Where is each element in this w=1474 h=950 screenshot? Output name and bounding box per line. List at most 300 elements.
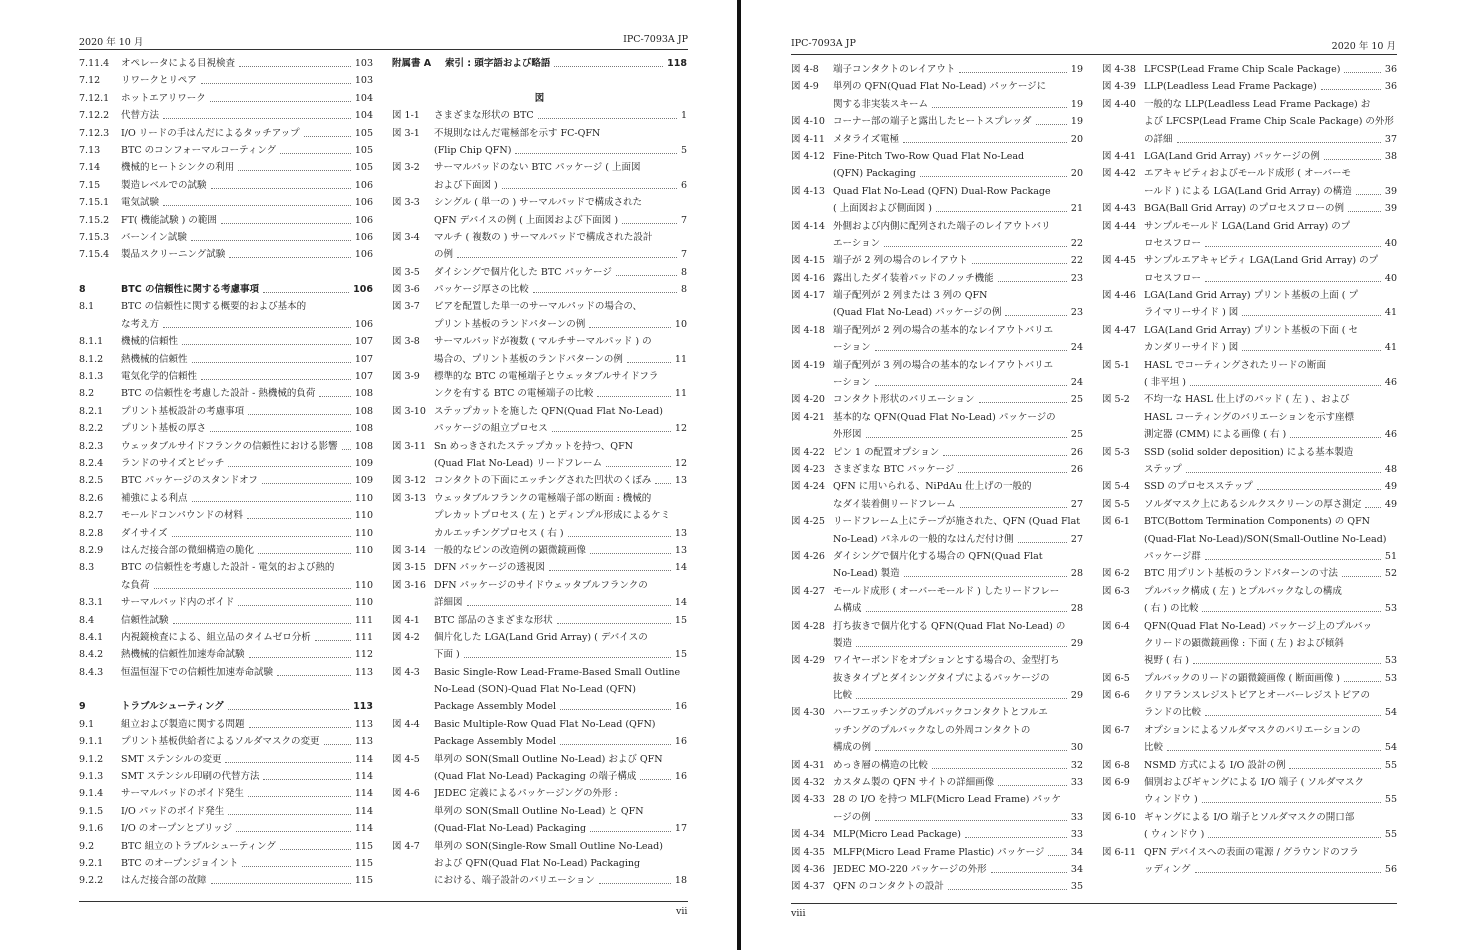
toc-entry[interactable] <box>1102 618 1397 635</box>
entry-title: BTC の信頼性を考慮した設計 - 熱機械的負荷 <box>121 388 316 400</box>
entry-page: 16 <box>674 771 687 783</box>
toc-entry[interactable] <box>392 716 687 733</box>
toc-entry[interactable] <box>392 733 687 750</box>
toc-entry[interactable] <box>1102 374 1397 391</box>
entry-number: 9.1.6 <box>79 823 104 835</box>
entry-title: ( 上面図および側面図 ) <box>833 203 932 215</box>
entry-page: 53 <box>1384 603 1397 615</box>
toc-entry[interactable] <box>392 125 687 142</box>
toc-entry[interactable] <box>1102 78 1397 95</box>
toc-chapter-entry[interactable] <box>79 281 373 298</box>
toc-entry[interactable] <box>791 739 1083 756</box>
toc-entry[interactable] <box>1102 687 1397 704</box>
toc-entry[interactable] <box>1102 339 1397 356</box>
toc-entry[interactable] <box>791 565 1083 582</box>
entry-number: 図 6-7 <box>1102 724 1130 736</box>
entry-page: 34 <box>1070 863 1083 875</box>
entry-page: 7 <box>680 214 687 226</box>
toc-entry[interactable] <box>392 664 687 681</box>
toc-entry[interactable] <box>79 316 373 333</box>
toc-entry[interactable] <box>392 785 687 802</box>
toc-entry[interactable] <box>791 635 1083 652</box>
entry-title: なダイ装着側リードフレーム <box>833 498 956 510</box>
toc-entry[interactable] <box>1102 96 1397 113</box>
toc-entry[interactable] <box>392 838 687 855</box>
entry-number: 図 4-30 <box>791 707 825 719</box>
toc-entry[interactable] <box>79 403 373 420</box>
entry-title: 標準的な BTC の電極端子とウェッタブルサイドフラ <box>434 371 659 383</box>
toc-entry[interactable] <box>392 542 687 559</box>
entry-title: 補強による利点 <box>121 492 188 504</box>
entry-number: 9.2.2 <box>79 875 104 887</box>
toc-entry[interactable] <box>392 298 687 315</box>
header-doc-id: IPC-7093A JP <box>791 38 856 49</box>
toc-entry[interactable] <box>1102 183 1397 200</box>
leader-dots <box>655 483 671 484</box>
entry-title: 組立および製造に関する問題 <box>121 718 245 730</box>
toc-entry[interactable] <box>79 72 373 89</box>
toc-entry[interactable] <box>392 820 687 837</box>
leader-dots <box>1242 350 1381 351</box>
toc-entry[interactable] <box>79 177 373 194</box>
toc-entry[interactable] <box>79 246 373 263</box>
toc-entry[interactable] <box>1102 600 1397 617</box>
toc-entry[interactable] <box>79 333 373 350</box>
toc-entry[interactable] <box>392 629 687 646</box>
toc-entry[interactable] <box>791 618 1083 635</box>
leader-dots <box>1005 315 1067 316</box>
entry-page: 13 <box>674 475 687 487</box>
toc-entry[interactable] <box>1102 235 1397 252</box>
toc-entry[interactable] <box>791 531 1083 548</box>
toc-entry[interactable] <box>791 548 1083 565</box>
toc-entry[interactable] <box>79 490 373 507</box>
toc-entry[interactable] <box>79 785 373 802</box>
leader-dots <box>1205 281 1381 282</box>
toc-entry[interactable] <box>392 646 687 663</box>
toc-entry[interactable] <box>1102 165 1397 182</box>
entry-page: 110 <box>354 544 373 556</box>
toc-entry[interactable] <box>791 183 1083 200</box>
entry-title: 打ち抜きで個片化する QFN(Quad Flat No-Lead) の <box>833 620 1066 632</box>
toc-entry[interactable] <box>1102 548 1397 565</box>
entry-title: 一般的な LLP(Leadless Lead Frame Package) お <box>1144 98 1371 110</box>
toc-entry[interactable] <box>392 281 687 298</box>
leader-dots <box>192 362 351 363</box>
entry-page: 105 <box>354 127 373 139</box>
entry-title: サンプルモールド LGA(Land Grid Array) のプ <box>1144 220 1351 232</box>
toc-entry[interactable] <box>79 438 373 455</box>
entry-title: BTC 用プリント基板のランドパターンの寸法 <box>1144 568 1338 580</box>
entry-title: バーンイン試験 <box>121 231 187 243</box>
toc-entry[interactable] <box>392 177 687 194</box>
toc-entry[interactable] <box>1102 722 1397 739</box>
toc-entry[interactable] <box>392 559 687 576</box>
toc-entry[interactable] <box>79 664 373 681</box>
toc-entry[interactable] <box>79 542 373 559</box>
toc-entry[interactable] <box>1102 861 1397 878</box>
leader-dots <box>201 83 351 84</box>
toc-entry[interactable] <box>79 872 373 889</box>
toc-entry[interactable] <box>791 861 1083 878</box>
toc-entry[interactable] <box>392 751 687 768</box>
entry-number: 8.2.7 <box>79 510 104 522</box>
entry-number: 8.2.9 <box>79 544 104 556</box>
toc-entry[interactable] <box>79 229 373 246</box>
entry-number: 図 1-1 <box>392 110 420 122</box>
toc-entry[interactable] <box>392 385 687 402</box>
toc-entry[interactable] <box>1102 496 1397 513</box>
toc-entry[interactable] <box>392 855 687 872</box>
toc-entry[interactable] <box>1102 531 1397 548</box>
toc-entry[interactable] <box>79 646 373 663</box>
toc-entry[interactable] <box>1102 304 1397 321</box>
toc-entry[interactable] <box>392 107 687 124</box>
toc-entry[interactable] <box>791 61 1083 78</box>
toc-entry[interactable] <box>79 90 373 107</box>
toc-entry[interactable] <box>79 612 373 629</box>
toc-entry[interactable] <box>1102 357 1397 374</box>
toc-entry[interactable] <box>392 212 687 229</box>
entry-number: 図 3-2 <box>392 162 420 174</box>
toc-entry[interactable] <box>79 629 373 646</box>
entry-number: 図 4-43 <box>1102 203 1136 215</box>
toc-entry[interactable] <box>79 559 373 576</box>
toc-entry[interactable] <box>1102 426 1397 443</box>
entry-page: 34 <box>1070 846 1083 858</box>
toc-entry[interactable] <box>791 113 1083 130</box>
toc-entry[interactable] <box>392 612 687 629</box>
toc-entry[interactable] <box>791 339 1083 356</box>
toc-entry[interactable] <box>791 252 1083 269</box>
entry-number: 図 4-1 <box>392 614 420 626</box>
toc-entry[interactable] <box>791 426 1083 443</box>
toc-entry[interactable] <box>392 142 687 159</box>
toc-entry[interactable] <box>79 855 373 872</box>
entry-number: 図 4-33 <box>791 794 825 806</box>
toc-entry[interactable] <box>1102 513 1397 530</box>
toc-entry[interactable] <box>392 194 687 211</box>
toc-entry[interactable] <box>1102 61 1397 78</box>
entry-title: No-Lead) パネルの一般的なはんだ付け側 <box>833 533 1014 545</box>
toc-entry[interactable] <box>791 235 1083 252</box>
entry-number: 図 4-10 <box>791 116 825 128</box>
appendix-entry[interactable]: 附属書 A 索引 : 頭字語および略語 118 <box>392 58 687 69</box>
toc-entry[interactable] <box>1102 704 1397 721</box>
entry-title: 構成の例 <box>833 742 872 754</box>
entry-page: 114 <box>354 805 373 817</box>
toc-entry[interactable] <box>1102 757 1397 774</box>
toc-entry[interactable] <box>791 774 1083 791</box>
toc-entry[interactable] <box>1102 131 1397 148</box>
toc-entry[interactable] <box>392 594 687 611</box>
entry-number: 図 4-22 <box>791 446 825 458</box>
toc-entry[interactable] <box>1102 113 1397 130</box>
toc-entry[interactable] <box>1102 287 1397 304</box>
toc-chapter-entry[interactable] <box>79 698 373 715</box>
leader-dots <box>191 240 351 241</box>
toc-entry[interactable] <box>392 472 687 489</box>
toc-entry[interactable] <box>79 298 373 315</box>
leader-dots <box>249 657 351 658</box>
entry-page: 106 <box>354 214 373 226</box>
toc-entry[interactable] <box>791 148 1083 165</box>
toc-entry[interactable] <box>79 107 373 124</box>
toc-entry[interactable] <box>1102 270 1397 287</box>
toc-entry[interactable] <box>1102 200 1397 217</box>
toc-entry[interactable] <box>791 791 1083 808</box>
toc-entry[interactable] <box>392 368 687 385</box>
toc-entry[interactable] <box>1102 461 1397 478</box>
toc-entry[interactable] <box>791 757 1083 774</box>
toc-entry[interactable] <box>791 670 1083 687</box>
toc-entry[interactable] <box>791 844 1083 861</box>
leader-dots <box>1289 768 1381 769</box>
entry-number: 図 4-41 <box>1102 150 1136 162</box>
entry-page: 115 <box>354 857 373 869</box>
entry-number: 図 4-39 <box>1102 81 1136 93</box>
toc-entry[interactable] <box>791 391 1083 408</box>
entry-page: 19 <box>1070 64 1083 75</box>
toc-entry[interactable] <box>392 159 687 176</box>
toc-entry[interactable] <box>791 704 1083 721</box>
toc-entry[interactable] <box>392 525 687 542</box>
toc-entry[interactable] <box>392 246 687 263</box>
toc-entry[interactable] <box>791 287 1083 304</box>
toc-entry[interactable] <box>791 409 1083 426</box>
entry-title: プリント基板供給者によるソルダマスクの変更 <box>121 736 320 748</box>
toc-entry[interactable] <box>392 577 687 594</box>
toc-entry[interactable] <box>79 159 373 176</box>
toc-entry[interactable] <box>79 525 373 542</box>
toc-entry[interactable] <box>1102 809 1397 826</box>
toc-entry[interactable] <box>791 722 1083 739</box>
toc-entry[interactable] <box>392 316 687 333</box>
toc-entry[interactable] <box>79 142 373 159</box>
toc-entry[interactable] <box>79 125 373 142</box>
toc-entry[interactable] <box>392 351 687 368</box>
toc-entry[interactable] <box>1102 652 1397 669</box>
leader-dots <box>932 107 1067 108</box>
toc-entry[interactable] <box>1102 252 1397 269</box>
toc-entry[interactable] <box>791 809 1083 826</box>
toc-entry[interactable] <box>1102 635 1397 652</box>
entry-page: 104 <box>354 92 373 104</box>
toc-entry[interactable] <box>392 507 687 524</box>
entry-title: パッケージの組立プロセス <box>434 423 548 435</box>
toc-entry[interactable] <box>791 304 1083 321</box>
entry-page: 41 <box>1384 342 1397 354</box>
toc-entry[interactable] <box>1102 826 1397 843</box>
toc-entry[interactable] <box>79 577 373 594</box>
toc-entry[interactable] <box>791 322 1083 339</box>
toc-entry[interactable] <box>791 78 1083 95</box>
toc-entry[interactable] <box>79 716 373 733</box>
toc-entry[interactable] <box>791 496 1083 513</box>
entry-title: BTC の信頼性に関する考慮事項 <box>121 284 260 296</box>
toc-entry[interactable] <box>392 438 687 455</box>
toc-entry[interactable] <box>392 420 687 437</box>
leader-dots <box>960 507 1067 508</box>
entry-page: 20 <box>1070 168 1083 180</box>
toc-entry[interactable] <box>392 229 687 246</box>
entry-page: 107 <box>354 371 373 383</box>
toc-entry[interactable] <box>791 652 1083 669</box>
entry-title: ダイシングで個片化した BTC パッケージ <box>434 266 612 278</box>
entry-title: Basic Single-Row Lead-Frame-Based Small Outline <box>434 666 681 678</box>
leader-dots <box>280 153 351 154</box>
toc-entry[interactable] <box>392 872 687 889</box>
toc-entry[interactable] <box>791 444 1083 461</box>
footer-rule <box>79 901 688 902</box>
entry-title: ワイヤーボンドをオプションとする場合の、金型打ち <box>833 655 1060 667</box>
entry-page: 114 <box>354 823 373 835</box>
toc-entry[interactable] <box>791 513 1083 530</box>
entry-page: 30 <box>1070 742 1083 754</box>
toc-entry[interactable] <box>79 194 373 211</box>
entry-page: 115 <box>354 840 373 852</box>
toc-entry[interactable] <box>1102 148 1397 165</box>
toc-entry[interactable] <box>392 803 687 820</box>
toc-entry[interactable] <box>79 751 373 768</box>
entry-number: 図 3-4 <box>392 231 420 243</box>
toc-entry[interactable] <box>791 165 1083 182</box>
toc-entry[interactable] <box>79 733 373 750</box>
toc-entry[interactable] <box>79 768 373 785</box>
toc-entry[interactable] <box>392 333 687 350</box>
toc-entry[interactable] <box>79 472 373 489</box>
toc-entry[interactable] <box>392 455 687 472</box>
leader-dots <box>1018 542 1067 543</box>
entry-title: パッケージ厚さの比較 <box>434 284 529 296</box>
toc-entry[interactable] <box>791 131 1083 148</box>
entry-title: HASL コーティングのバリエーションを示す座標 <box>1144 411 1354 423</box>
toc-entry[interactable] <box>791 583 1083 600</box>
entry-page: 107 <box>354 336 373 348</box>
toc-entry[interactable] <box>791 461 1083 478</box>
toc-entry[interactable] <box>79 385 373 402</box>
toc-entry[interactable] <box>79 351 373 368</box>
toc-entry[interactable] <box>791 374 1083 391</box>
entry-page: 24 <box>1070 377 1083 389</box>
toc-entry[interactable] <box>1102 739 1397 756</box>
toc-entry[interactable] <box>1102 844 1397 861</box>
leader-dots <box>236 831 351 832</box>
toc-entry[interactable] <box>1102 565 1397 582</box>
entry-page: 108 <box>354 388 373 400</box>
entry-title: BTC の信頼性を考慮した設計 - 電気的および熱的 <box>121 562 335 574</box>
toc-entry[interactable] <box>791 878 1083 895</box>
entry-page: 39 <box>1384 203 1397 215</box>
toc-entry[interactable] <box>79 838 373 855</box>
toc-entry[interactable] <box>392 698 687 715</box>
toc-entry[interactable] <box>79 368 373 385</box>
toc-entry[interactable] <box>791 826 1083 843</box>
entry-page: 33 <box>1070 811 1083 823</box>
entry-number: 図 3-14 <box>392 544 426 556</box>
toc-entry[interactable] <box>791 600 1083 617</box>
entry-title: 単列の SON(Single-Row Small Outline No-Lead) <box>434 840 663 852</box>
toc-entry[interactable] <box>791 478 1083 495</box>
toc-entry[interactable] <box>1102 444 1397 461</box>
toc-entry[interactable] <box>791 687 1083 704</box>
toc-entry[interactable] <box>79 420 373 437</box>
toc-entry[interactable] <box>1102 322 1397 339</box>
entry-number: 図 4-6 <box>392 788 420 800</box>
entry-title: モールドコンパウンドの材料 <box>121 510 243 522</box>
toc-entry[interactable] <box>791 270 1083 287</box>
entry-title: における、端子設計のバリエーション <box>434 875 595 887</box>
toc-entry[interactable] <box>1102 774 1397 791</box>
entry-number: 7.15.2 <box>79 214 110 226</box>
entry-title: 露出したダイ装着パッドのノッチ機能 <box>833 272 994 284</box>
toc-entry[interactable] <box>79 594 373 611</box>
entry-number: 9.1.2 <box>79 753 104 765</box>
entry-title: マルチ ( 複数の ) サーマルパッドで構成された設計 <box>434 231 653 243</box>
entry-title: 単列の SON(Small Outline No-Lead) および QFN <box>434 753 663 765</box>
entry-number: 図 5-2 <box>1102 394 1130 406</box>
entry-page: 8 <box>680 266 687 278</box>
entry-page: 106 <box>354 197 373 209</box>
entry-page: 26 <box>1070 463 1083 475</box>
toc-entry[interactable] <box>79 455 373 472</box>
page-number: viii <box>791 908 806 919</box>
toc-entry[interactable] <box>791 96 1083 113</box>
toc-entry[interactable] <box>392 768 687 785</box>
entry-number: 8 <box>79 284 86 296</box>
toc-entry[interactable] <box>1102 478 1397 495</box>
entry-title: ッチングのプルバックなしの外周コンタクトの <box>833 724 1031 736</box>
toc-entry[interactable] <box>1102 791 1397 808</box>
toc-entry[interactable] <box>79 803 373 820</box>
toc-entry[interactable] <box>392 490 687 507</box>
entry-title: SSD (solid solder deposition) による基本製造 <box>1144 446 1354 458</box>
toc-entry[interactable] <box>1102 583 1397 600</box>
toc-entry[interactable] <box>791 218 1083 235</box>
leader-dots <box>875 750 1067 751</box>
toc-entry[interactable] <box>1102 409 1397 426</box>
entry-number: 8.2.2 <box>79 423 104 435</box>
toc-entry[interactable] <box>392 681 687 698</box>
toc-entry[interactable] <box>791 200 1083 217</box>
toc-entry[interactable] <box>79 507 373 524</box>
entry-number: 図 4-44 <box>1102 220 1136 232</box>
entry-number: 9.2 <box>79 840 95 852</box>
leader-dots <box>163 205 351 206</box>
entry-title: 製造 <box>833 637 853 649</box>
toc-entry[interactable] <box>79 820 373 837</box>
toc-entry[interactable] <box>1102 670 1397 687</box>
toc-entry[interactable] <box>392 403 687 420</box>
toc-entry[interactable] <box>1102 391 1397 408</box>
toc-entry[interactable] <box>392 264 687 281</box>
toc-entry[interactable] <box>791 357 1083 374</box>
toc-entry[interactable] <box>1102 218 1397 235</box>
toc-entry[interactable] <box>79 212 373 229</box>
entry-title: ( 非平坦 ) <box>1144 377 1186 389</box>
entry-page: 114 <box>354 753 373 765</box>
leader-dots <box>1202 802 1381 803</box>
entry-title: (Quad Flat No-Lead) Packaging の端子構成 <box>434 771 637 783</box>
leader-dots <box>464 657 671 658</box>
leader-dots <box>597 396 671 397</box>
entry-title: Fine-Pitch Two-Row Quad Flat No-Lead <box>833 150 1025 162</box>
entry-title: はんだ接合部の微細構造の脆化 <box>121 544 255 556</box>
entry-number: 図 4-37 <box>791 881 825 893</box>
toc-entry[interactable] <box>79 55 373 72</box>
entry-number: 図 4-17 <box>791 290 825 302</box>
leader-dots <box>248 414 351 415</box>
